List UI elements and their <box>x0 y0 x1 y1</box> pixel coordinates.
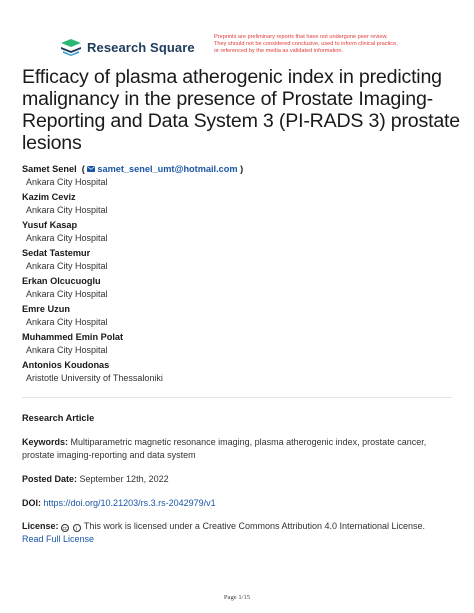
notice-line: Preprints are preliminary reports that have not undergone peer review. <box>214 34 388 40</box>
research-square-logo-icon <box>60 38 82 56</box>
license-label: License: <box>22 521 59 531</box>
author-affiliation: Aristotle University of Thessaloniki <box>26 373 163 383</box>
author-entry <box>22 163 462 191</box>
paper-title: Efficacy of plasma atherogenic index in predicting malignancy in the presence of Prostate Imaging-Reporting and Data System 3 (PI-RADS 3) prostate lesions <box>22 66 460 154</box>
author-affiliation: Ankara City Hospital <box>26 317 108 327</box>
keywords-label: Keywords: <box>22 437 69 447</box>
author-name: Antonios Koudonas <box>22 360 110 370</box>
logo-text: Research Square <box>87 39 195 55</box>
notice-line: They should not be considered conclusive, used to inform clinical practice, <box>214 41 398 47</box>
author-entry <box>22 275 462 303</box>
author-entry <box>22 303 462 331</box>
posted-date-value: September 12th, 2022 <box>79 474 169 484</box>
doi-label: DOI: <box>22 498 41 508</box>
author-entry <box>22 191 462 219</box>
author-affiliation: Ankara City Hospital <box>26 177 108 187</box>
keywords-block <box>22 436 452 462</box>
author-affiliation: Ankara City Hospital <box>26 345 108 355</box>
page-number: Page 1/15 <box>223 594 251 601</box>
posted-date-block <box>22 473 452 486</box>
author-name: Yusuf Kasap <box>22 220 78 230</box>
author-affiliation: Ankara City Hospital <box>26 233 108 243</box>
article-type: Research Article <box>22 413 95 423</box>
author-name: Sedat Tastemur <box>22 248 91 258</box>
notice-line: or referenced by the media as validated information. <box>214 48 344 54</box>
author-email-link[interactable]: samet_senel_umt@hotmail.com <box>97 164 238 174</box>
author-entry <box>22 359 462 387</box>
attribution-icon: i <box>73 524 81 532</box>
read-full-license-link[interactable]: Read Full License <box>22 534 95 544</box>
doi-link[interactable]: https://doi.org/10.21203/rs.3.rs-2042979/v1 <box>43 498 216 508</box>
keywords-value: Multiparametric magnetic resonance imaging, plasma atherogenic index, prostate cancer, prostate imaging-reporting and data system <box>22 437 427 460</box>
author-entry <box>22 331 462 359</box>
author-entry <box>22 219 462 247</box>
creative-commons-icon: cc <box>62 526 68 532</box>
preprint-notice <box>214 34 454 55</box>
research-square-logo[interactable] <box>60 38 195 56</box>
author-name: Kazim Ceviz <box>22 192 76 202</box>
author-name: Emre Uzun <box>22 304 70 314</box>
author-affiliation: Ankara City Hospital <box>26 289 108 299</box>
license-text: This work is licensed under a Creative Commons Attribution 4.0 International License. <box>83 521 426 531</box>
author-name: Muhammed Emin Polat <box>22 332 124 342</box>
license-block <box>22 520 452 546</box>
doi-block <box>22 497 452 510</box>
section-divider <box>22 397 452 398</box>
author-name: Samet Senel <box>22 164 77 174</box>
author-list <box>22 163 462 387</box>
page-header <box>0 0 474 60</box>
email-wrapper: ( samet_senel_umt@hotmail.com ) <box>79 164 244 174</box>
author-entry <box>22 247 462 275</box>
posted-date-label: Posted Date: <box>22 474 78 484</box>
author-affiliation: Ankara City Hospital <box>26 205 108 215</box>
author-name: Erkan Olcucuoglu <box>22 276 101 286</box>
envelope-icon <box>87 166 95 172</box>
author-affiliation: Ankara City Hospital <box>26 261 108 271</box>
